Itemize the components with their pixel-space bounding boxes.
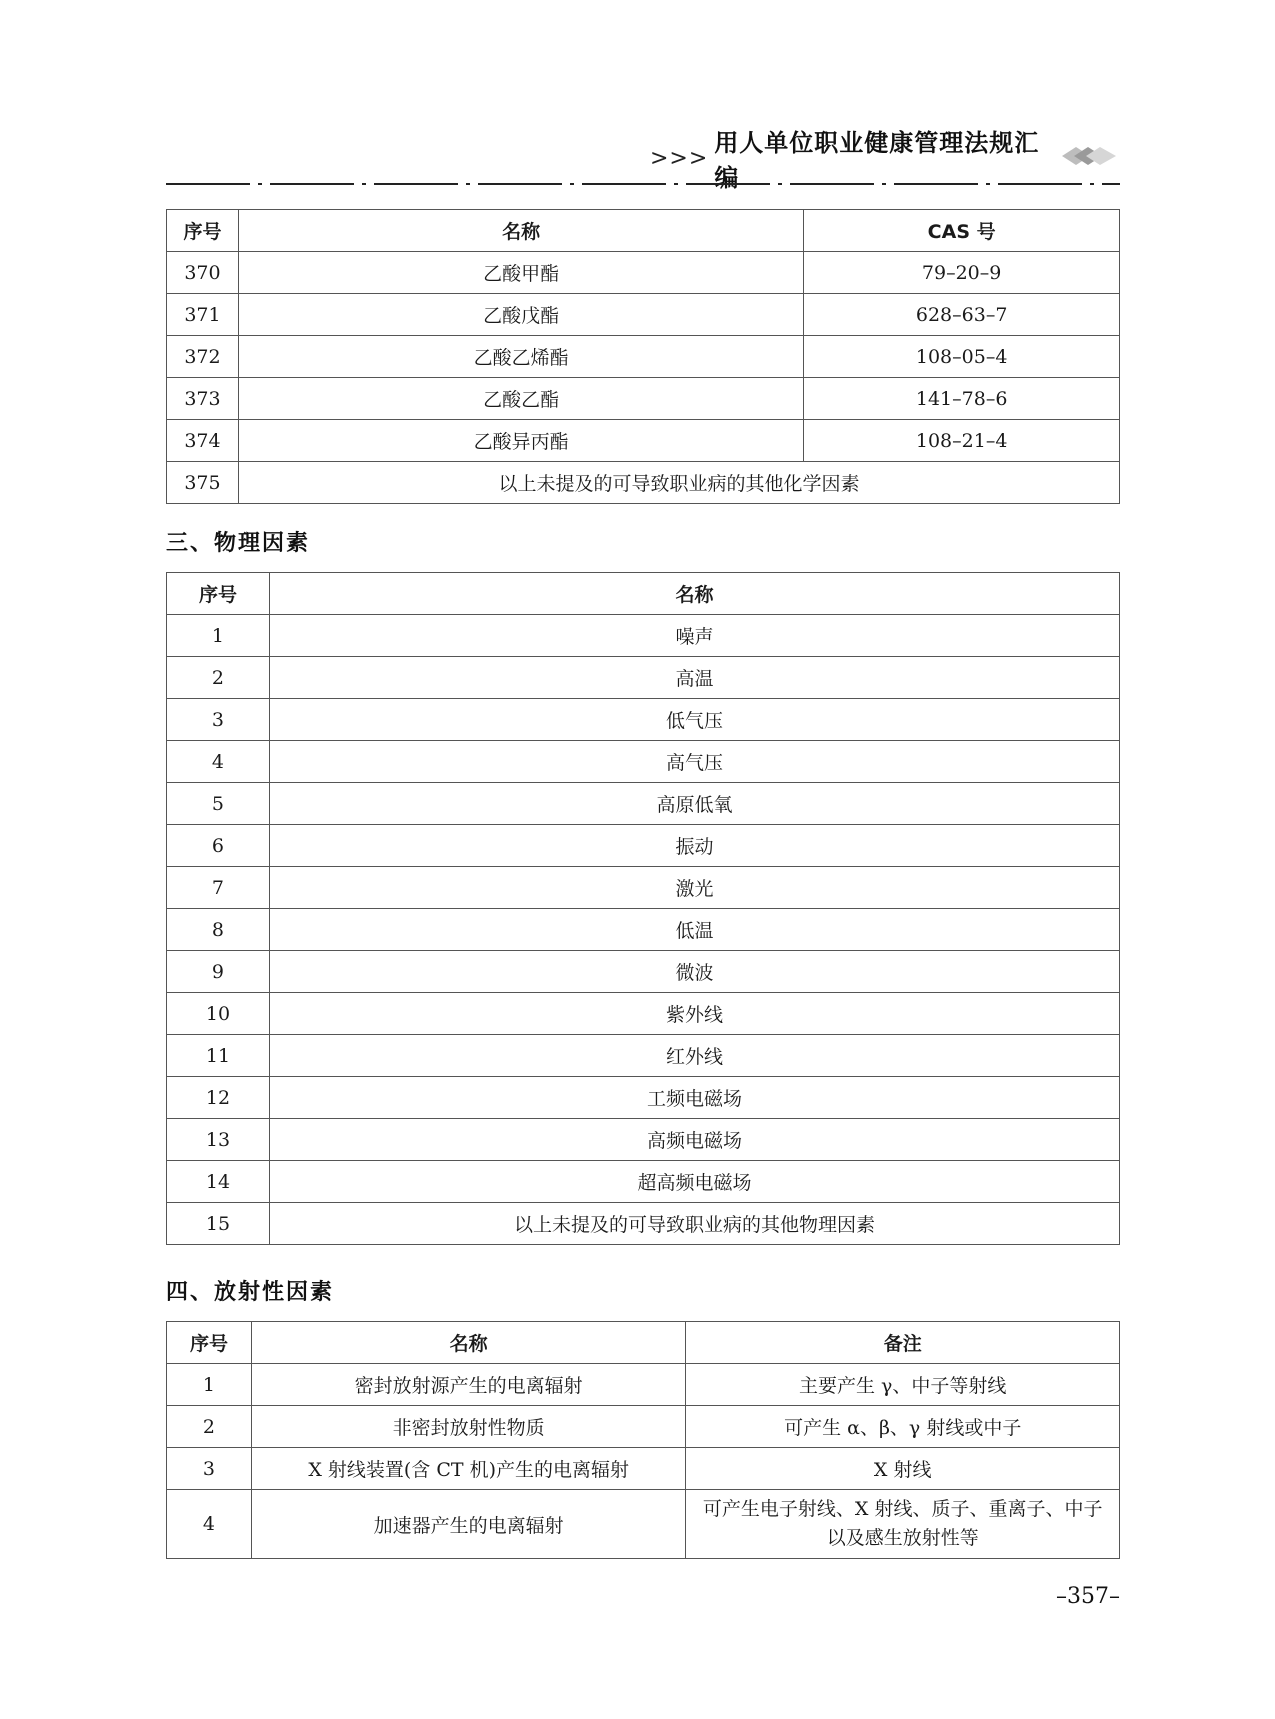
col-header-no: 序号: [167, 210, 239, 252]
col-header-name: 名称: [251, 1322, 686, 1364]
table-row: [167, 1448, 1120, 1490]
col-header-name: 名称: [238, 210, 803, 252]
table-row: [167, 1406, 1120, 1448]
cell-no: 375: [167, 462, 239, 504]
header-arrows: >>>: [650, 145, 709, 171]
table-row: [167, 336, 1120, 378]
cell-note: X 射线: [686, 1448, 1120, 1490]
cell-cas: 108–21–4: [804, 420, 1120, 462]
running-header: [650, 129, 1120, 192]
table-row: [167, 867, 1120, 909]
cell-no: 13: [167, 1119, 270, 1161]
cell-name: 乙酸异丙酯: [238, 420, 803, 462]
cell-no: 11: [167, 1035, 270, 1077]
cell-name: 红外线: [269, 1035, 1119, 1077]
section-title-physical: 三、物理因素: [166, 531, 311, 556]
cell-name: 振动: [269, 825, 1119, 867]
col-header-name: 名称: [269, 573, 1119, 615]
table-row: [167, 378, 1120, 420]
table-row: [167, 294, 1120, 336]
note-line: 以及感生放射性等: [826, 1527, 979, 1549]
cell-cas: 628–63–7: [804, 294, 1120, 336]
cell-no: 6: [167, 825, 270, 867]
cell-no: 4: [167, 1490, 252, 1559]
col-header-cas: CAS 号: [804, 210, 1120, 252]
cell-name: 紫外线: [269, 993, 1119, 1035]
col-header-no: 序号: [167, 1322, 252, 1364]
cell-no: 7: [167, 867, 270, 909]
table-row: [167, 825, 1120, 867]
cell-no: 15: [167, 1203, 270, 1245]
col-header-no: 序号: [167, 573, 270, 615]
cell-no: 3: [167, 699, 270, 741]
table-row: [167, 420, 1120, 462]
cell-name: 微波: [269, 951, 1119, 993]
table-row: [167, 951, 1120, 993]
cell-no: 8: [167, 909, 270, 951]
cell-note: 可产生 α、β、γ 射线或中子: [686, 1406, 1120, 1448]
table-header-row: [167, 573, 1120, 615]
cell-no: 10: [167, 993, 270, 1035]
table-row: [167, 1490, 1120, 1559]
note-line: 可产生电子射线、X 射线、质子、重离子、中子: [702, 1498, 1103, 1520]
cell-name: 噪声: [269, 615, 1119, 657]
cell-name: 低温: [269, 909, 1119, 951]
table-row: [167, 1364, 1120, 1406]
cell-cas: 108–05–4: [804, 336, 1120, 378]
cell-no: 9: [167, 951, 270, 993]
table-row: [167, 993, 1120, 1035]
table-row: [167, 1077, 1120, 1119]
cell-name: 乙酸乙酯: [238, 378, 803, 420]
table-row: [167, 1119, 1120, 1161]
cell-name: 高气压: [269, 741, 1119, 783]
cell-no: 1: [167, 1364, 252, 1406]
cell-name: 工频电磁场: [269, 1077, 1119, 1119]
cell-no: 374: [167, 420, 239, 462]
cell-no: 2: [167, 657, 270, 699]
header-title: 用人单位职业健康管理法规汇编: [714, 129, 1040, 192]
cell-name: 激光: [269, 867, 1119, 909]
cell-no: 2: [167, 1406, 252, 1448]
physical-factors-table: [166, 572, 1120, 1245]
section-title-radiation: 四、放射性因素: [166, 1280, 335, 1305]
table-row: [167, 657, 1120, 699]
cell-name: X 射线装置(含 CT 机)产生的电离辐射: [251, 1448, 686, 1490]
table-row: [167, 909, 1120, 951]
cell-cas: 79–20–9: [804, 252, 1120, 294]
table-row: [167, 615, 1120, 657]
cell-name: 乙酸乙烯酯: [238, 336, 803, 378]
cell-no: 370: [167, 252, 239, 294]
cell-name: 密封放射源产生的电离辐射: [251, 1364, 686, 1406]
cell-no: 14: [167, 1161, 270, 1203]
cell-name: 超高频电磁场: [269, 1161, 1119, 1203]
cell-note: [686, 1490, 1120, 1559]
cell-name: 以上未提及的可导致职业病的其他化学因素: [238, 462, 1119, 504]
cell-no: 4: [167, 741, 270, 783]
cell-name: 高温: [269, 657, 1119, 699]
cell-no: 5: [167, 783, 270, 825]
cell-name: 加速器产生的电离辐射: [251, 1490, 686, 1559]
cell-no: 372: [167, 336, 239, 378]
cell-no: 3: [167, 1448, 252, 1490]
cell-name: 非密封放射性物质: [251, 1406, 686, 1448]
cell-name: 以上未提及的可导致职业病的其他物理因素: [269, 1203, 1119, 1245]
table-header-row: [167, 1322, 1120, 1364]
cell-name: 乙酸戊酯: [238, 294, 803, 336]
cell-name: 低气压: [269, 699, 1119, 741]
table-row: [167, 1203, 1120, 1245]
cell-name: 高原低氧: [269, 783, 1119, 825]
cell-cas: 141–78–6: [804, 378, 1120, 420]
header-rule: [166, 181, 1120, 187]
table-row: [167, 1161, 1120, 1203]
table-row: [167, 462, 1120, 504]
table-row: [167, 783, 1120, 825]
table-row: [167, 741, 1120, 783]
chemical-factors-table: [166, 209, 1120, 504]
cell-note: 主要产生 γ、中子等射线: [686, 1364, 1120, 1406]
cell-no: 371: [167, 294, 239, 336]
table-header-row: [167, 210, 1120, 252]
cell-no: 373: [167, 378, 239, 420]
table-row: [167, 1035, 1120, 1077]
table-row: [167, 252, 1120, 294]
cell-no: 1: [167, 615, 270, 657]
page-number: –357–: [1056, 1584, 1120, 1609]
diamond-ornament-icon: [1060, 143, 1120, 173]
radiation-factors-table: [166, 1321, 1120, 1559]
col-header-note: 备注: [686, 1322, 1120, 1364]
cell-no: 12: [167, 1077, 270, 1119]
cell-name: 高频电磁场: [269, 1119, 1119, 1161]
table-row: [167, 699, 1120, 741]
cell-name: 乙酸甲酯: [238, 252, 803, 294]
